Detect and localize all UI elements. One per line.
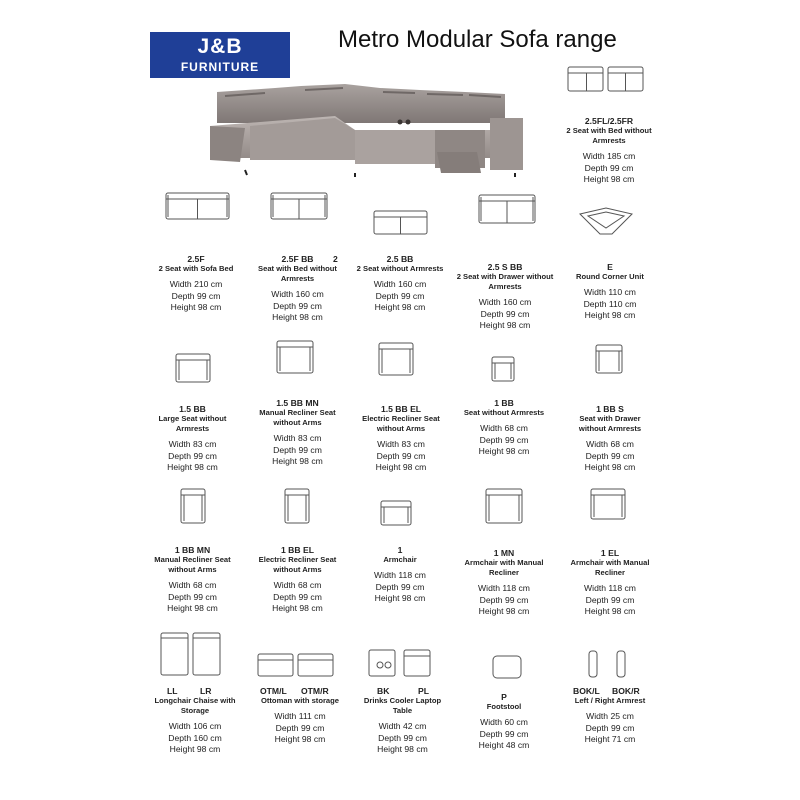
product-description: Round Corner Unit — [576, 272, 644, 281]
product-code: BOK/L — [573, 686, 600, 696]
product-dimensions — [250, 580, 345, 615]
product-description: Longchair Chaise with Storage — [154, 696, 236, 715]
product-description: Seat with Bed without Armrests — [258, 264, 337, 283]
dimension-height: Height 98 cm — [583, 174, 635, 185]
armchair-manual-recliner-icon — [485, 488, 523, 529]
product-description: Armchair — [383, 555, 417, 564]
product-code: 2.5 S BB — [487, 262, 523, 272]
product-code-variant: OTM/R — [301, 686, 329, 696]
product-dimensions — [565, 711, 655, 746]
armchair-recliner-icon — [590, 488, 626, 525]
dimension-width: Width 83 cm — [273, 433, 322, 443]
dimension-width: Width 118 cm — [584, 583, 636, 593]
product-p1bbs — [565, 404, 655, 474]
product-dimensions — [145, 439, 240, 474]
dimension-width: Width 60 cm — [480, 717, 528, 727]
dimension-height: Height 98 cm — [374, 302, 426, 313]
dimension-depth: Depth 99 cm — [479, 434, 529, 445]
electric-recliner-icon — [284, 488, 310, 529]
product-code: 2.5 BB — [386, 254, 414, 264]
product-dimensions — [250, 433, 345, 468]
product-code-variant: BOK/R — [612, 686, 640, 696]
product-code: 1 BB — [494, 398, 514, 408]
product-description: Electric Recliner Seat without Arms — [258, 555, 337, 574]
product-code-variant: LR — [200, 686, 212, 696]
dimension-depth: Depth 99 cm — [273, 444, 322, 455]
dimension-width: Width 106 cm — [168, 721, 222, 731]
dimension-height: Height 98 cm — [272, 603, 323, 614]
product-description: Manual Recliner Seat without Arms — [259, 408, 336, 427]
dimension-width: Width 160 cm — [271, 289, 324, 299]
product-p1bb — [455, 398, 553, 458]
dimension-depth: Depth 99 cm — [275, 722, 325, 733]
dimension-height: Height 98 cm — [479, 320, 531, 331]
dimension-width: Width 25 cm — [586, 711, 634, 721]
dimension-depth: Depth 99 cm — [375, 290, 425, 301]
dimension-height: Height 98 cm — [584, 310, 636, 321]
product-description: Seat with Drawer without Armrests — [578, 414, 642, 433]
dimension-height: Height 98 cm — [167, 603, 218, 614]
dimension-width: Width 118 cm — [478, 583, 530, 593]
product-code: LL — [167, 686, 178, 696]
sofa-photo — [205, 78, 525, 178]
product-description: Ottoman with storage — [260, 696, 340, 705]
dimension-width: Width 83 cm — [377, 439, 425, 449]
armless-seat-icon — [491, 356, 515, 387]
manual-recliner-seat-icon — [276, 340, 314, 379]
two-seat-sofa-pair-icon — [567, 66, 645, 97]
product-code: 1 — [397, 545, 403, 555]
product-dimensions — [565, 583, 655, 618]
product-code: 2.5FL/2.5FR — [584, 116, 634, 126]
product-code-variant: 2 — [333, 254, 338, 264]
product-dimensions — [355, 439, 447, 474]
two-seat-armless-icon — [373, 210, 428, 240]
product-description: Large Seat without Armrests — [158, 414, 227, 433]
armchair-icon — [380, 500, 412, 531]
product-code: 2.5F — [187, 254, 205, 264]
dimension-width: Width 118 cm — [374, 570, 426, 580]
two-seat-drawer-icon — [478, 194, 536, 229]
drinks-cooler-icon — [368, 648, 432, 683]
product-dimensions — [150, 279, 242, 314]
electric-recliner-seat-icon — [378, 342, 414, 381]
product-description: Drinks Cooler Laptop Table — [363, 696, 442, 715]
dimension-depth: Depth 99 cm — [378, 732, 427, 743]
product-pll — [145, 686, 245, 756]
dimension-depth: Depth 99 cm — [479, 594, 529, 605]
dimension-width: Width 210 cm — [169, 279, 223, 289]
dimension-depth: Depth 99 cm — [376, 450, 426, 461]
dimension-height: Height 98 cm — [167, 462, 218, 473]
product-description: Left / Right Armrest — [574, 696, 646, 705]
product-p1bbmn — [145, 545, 240, 615]
product-potm — [250, 686, 350, 746]
dimension-depth: Depth 99 cm — [480, 308, 530, 319]
dimension-height: Height 98 cm — [478, 606, 530, 617]
dimension-depth: Depth 99 cm — [479, 728, 529, 739]
dimension-height: Height 71 cm — [584, 734, 636, 745]
product-dimensions — [145, 721, 245, 756]
dimension-height: Height 98 cm — [274, 734, 326, 745]
dimension-depth: Depth 99 cm — [585, 722, 635, 733]
dimension-depth: Depth 99 cm — [584, 162, 634, 173]
product-p1 — [355, 545, 445, 605]
manual-recliner-icon — [180, 488, 206, 529]
dimension-height: Height 98 cm — [377, 744, 428, 755]
dimension-width: Width 110 cm — [584, 287, 636, 297]
product-dimensions — [355, 279, 445, 314]
product-code-variant: PL — [418, 686, 429, 696]
product-pp — [455, 692, 553, 752]
dimension-width: Width 68 cm — [273, 580, 322, 590]
product-code: 1 EL — [600, 548, 620, 558]
dimension-height: Height 98 cm — [374, 593, 426, 604]
product-p15bb — [145, 404, 240, 474]
product-code: 1 BB EL — [281, 545, 314, 555]
longchair-chaise-icon — [160, 632, 222, 681]
dimension-depth: Depth 99 cm — [171, 290, 221, 301]
dimension-width: Width 185 cm — [582, 151, 636, 161]
dimension-height: Height 98 cm — [375, 462, 427, 473]
dimension-width: Width 68 cm — [168, 580, 217, 590]
round-corner-icon — [578, 206, 634, 241]
product-pbk — [355, 686, 450, 756]
ottoman-icon — [257, 652, 335, 683]
product-dimensions — [355, 721, 450, 756]
dimension-depth: Depth 99 cm — [375, 581, 425, 592]
footstool-icon — [492, 655, 522, 684]
product-pe — [565, 262, 655, 322]
product-p25f — [150, 254, 242, 314]
product-p25bb — [355, 254, 445, 314]
armrest-icon — [587, 650, 627, 683]
product-code: 1 BB S — [596, 404, 624, 414]
product-description: 2 Seat with Bed without Armrests — [566, 126, 652, 145]
product-dimensions — [565, 439, 655, 474]
product-dimensions — [565, 287, 655, 322]
product-code: BK — [377, 686, 390, 696]
product-dimensions — [145, 580, 240, 615]
dimension-depth: Depth 99 cm — [585, 450, 635, 461]
product-p25fl — [565, 116, 653, 186]
dimension-depth: Depth 99 cm — [168, 591, 217, 602]
dimension-depth: Depth 99 cm — [273, 591, 322, 602]
dimension-width: Width 68 cm — [586, 439, 634, 449]
product-p15bbel — [355, 404, 447, 474]
product-code: 2.5F BB — [281, 254, 314, 264]
product-p25fbb — [250, 254, 345, 324]
product-description: Armchair with Manual Recliner — [570, 558, 650, 577]
product-dimensions — [455, 583, 553, 618]
product-p1el — [565, 548, 655, 618]
product-code: 1.5 BB MN — [276, 398, 319, 408]
brand-name: J&B — [197, 35, 243, 58]
dimension-depth: Depth 99 cm — [168, 450, 217, 461]
seat-drawer-icon — [595, 344, 623, 379]
dimension-width: Width 68 cm — [480, 423, 528, 433]
dimension-depth: Depth 160 cm — [168, 732, 222, 743]
dimension-height: Height 98 cm — [169, 744, 221, 755]
product-code: 1 BB MN — [174, 545, 211, 555]
product-code: E — [607, 262, 613, 272]
dimension-depth: Depth 110 cm — [583, 298, 637, 309]
product-dimensions — [565, 151, 653, 186]
product-dimensions — [455, 717, 553, 752]
product-description: 2 Seat without Armrests — [356, 264, 444, 273]
product-p1mn — [455, 548, 553, 618]
product-description: 2 Seat with Drawer without Armrests — [456, 272, 554, 291]
product-description: Electric Recliner Seat without Arms — [362, 414, 440, 433]
dimension-depth: Depth 99 cm — [585, 594, 635, 605]
brand-sub: FURNITURE — [180, 60, 260, 74]
dimension-width: Width 111 cm — [274, 711, 326, 721]
brand-logo — [150, 32, 290, 78]
product-description: Manual Recliner Seat without Arms — [154, 555, 231, 574]
dimension-height: Height 98 cm — [478, 446, 530, 457]
dimension-height: Height 98 cm — [170, 302, 222, 313]
product-dimensions — [455, 297, 555, 332]
product-code: 1 MN — [493, 548, 515, 558]
dimension-height: Height 48 cm — [478, 740, 530, 751]
product-dimensions — [250, 711, 350, 746]
product-code: P — [501, 692, 507, 702]
two-seat-sofa-icon — [270, 192, 328, 225]
dimension-width: Width 83 cm — [168, 439, 217, 449]
large-seat-icon — [175, 353, 211, 388]
product-code: OTM/L — [260, 686, 287, 696]
product-description: Footstool — [486, 702, 522, 711]
product-code: 1.5 BB — [179, 404, 206, 414]
dimension-width: Width 160 cm — [478, 297, 532, 307]
two-seat-sofa-bed-icon — [165, 192, 230, 225]
dimension-depth: Depth 99 cm — [273, 300, 322, 311]
product-description: Seat without Armrests — [463, 408, 545, 417]
product-code: 1.5 BB EL — [380, 404, 422, 414]
product-dimensions — [250, 289, 345, 324]
page-title: Metro Modular Sofa range — [338, 26, 617, 53]
product-dimensions — [355, 570, 445, 605]
dimension-width: Width 160 cm — [373, 279, 427, 289]
product-p25sbb — [455, 262, 555, 332]
dimension-width: Width 42 cm — [378, 721, 427, 731]
product-dimensions — [455, 423, 553, 458]
dimension-height: Height 98 cm — [272, 456, 323, 467]
dimension-height: Height 98 cm — [272, 312, 323, 323]
product-p1bbel — [250, 545, 345, 615]
dimension-height: Height 98 cm — [584, 462, 636, 473]
product-p15bbmn — [250, 398, 345, 468]
product-description: 2 Seat with Sofa Bed — [158, 264, 234, 273]
product-pbok — [565, 686, 655, 746]
dimension-height: Height 98 cm — [584, 606, 636, 617]
product-description: Armchair with Manual Recliner — [464, 558, 544, 577]
